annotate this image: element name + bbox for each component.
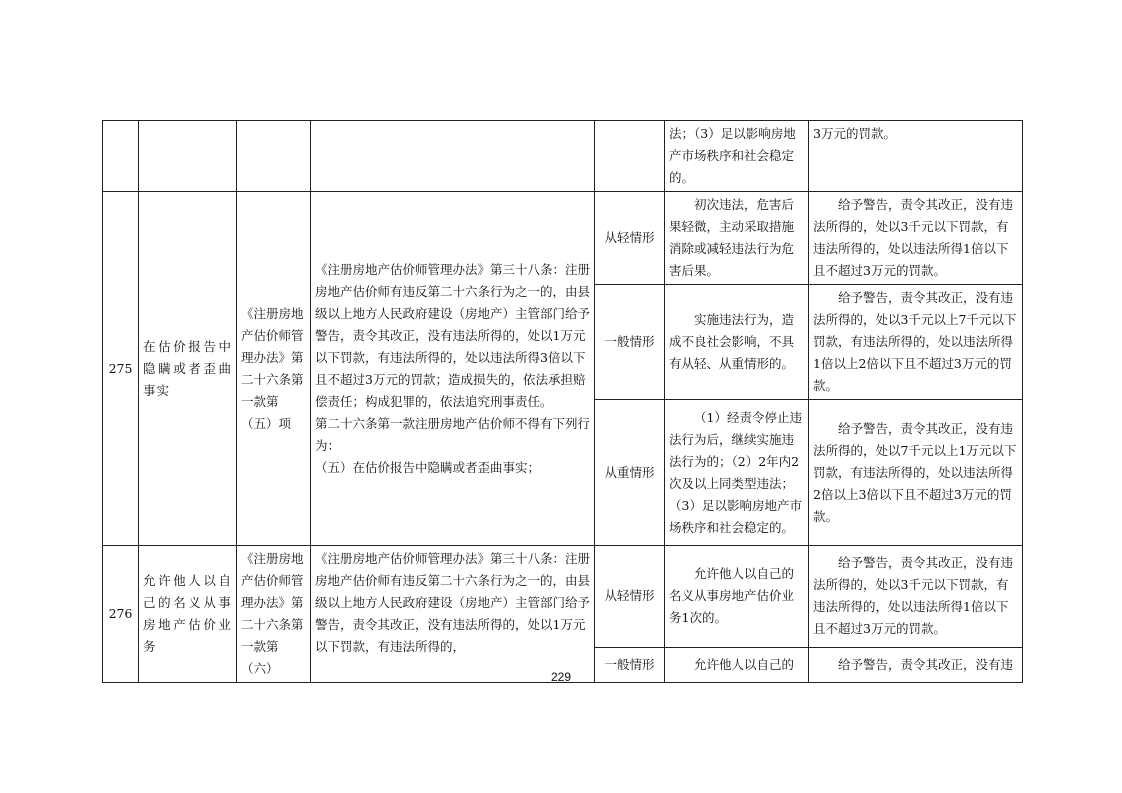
violation-item: 允许他人以自己的名义从事房地产估价业务 (139, 546, 237, 683)
grade-penalty: 给予警告，责令其改正，没有违 (809, 647, 1023, 682)
grade-description: 初次违法，危害后果轻微，主动采取措施消除或减轻违法行为危害后果。 (665, 192, 809, 285)
grade-label: 从重情形 (595, 400, 665, 546)
grade-label: 从轻情形 (595, 192, 665, 285)
legal-basis: 《注册房地产估价师管理办法》第二十六条第一款第（五）项 (237, 192, 311, 546)
grade-description: 实施违法行为，造成不良社会影响，不具有从轻、从重情形的。 (665, 285, 809, 400)
grade-penalty: 给予警告，责令其改正，没有违法所得的，处以3千元以下罚款，有违法所得的，处以违法所得1倍以下且不超过3万元的罚款。 (809, 546, 1023, 648)
grade-penalty: 给予警告，责令其改正，没有违法所得的，处以3千元以下罚款，有违法所得的，处以违法所得1倍以下且不超过3万元的罚款。 (809, 192, 1023, 285)
table-row (103, 192, 1023, 285)
grade-penalty: 给予警告，责令其改正，没有违法所得的，处以7千元以上1万元以下罚款，有违法所得的，处以违法所得2倍以上3倍以下且不超过3万元的罚款。 (809, 400, 1023, 546)
legal-basis: 《注册房地产估价师管理办法》第二十六条第一款第（六） (237, 546, 311, 683)
clause-cell (311, 121, 595, 192)
grade-description: 允许他人以自己的 (665, 647, 809, 682)
penalty-cell: 3万元的罚款。 (809, 121, 1023, 192)
grade-penalty: 给予警告，责令其改正，没有违法所得的，处以3千元以上7千元以下罚款，有违法所得的，处以违法所得1倍以上2倍以下且不超过3万元的罚款。 (809, 285, 1023, 400)
grade-label: 从轻情形 (595, 546, 665, 648)
row-number: 276 (103, 546, 139, 683)
grade-description: 允许他人以自己的名义从事房地产估价业务1次的。 (665, 546, 809, 648)
table-row (103, 546, 1023, 648)
penalty-clause: 《注册房地产估价师管理办法》第三十八条：注册房地产估价师有违反第二十六条行为之一的，由县级以上地方人民政府建设（房地产）主管部门给予警告，责令其改正，没有违法所得的，处以1万元以下罚款，有违法所得的， (311, 546, 595, 683)
item-cell (139, 121, 237, 192)
basis-cell (237, 121, 311, 192)
penalty-clause: 《注册房地产估价师管理办法》第三十八条：注册房地产估价师有违反第二十六条行为之一的，由县级以上地方人民政府建设（房地产）主管部门给予警告，责令其改正，没有违法所得的，处以1万元以下罚款，有违法所得的，处以违法所得3倍以下且不超过3万元的罚款；造成损失的，依法承担赔偿责任；构成犯罪的，依法追究刑事责任。 第二十六条第一款注册房地产估价师不得有下列行为： （五）在估价报告中隐瞒或者歪曲事实； (311, 192, 595, 546)
penalty-standards-table (102, 120, 1023, 683)
number-cell (103, 121, 139, 192)
grade-label: 一般情形 (595, 647, 665, 682)
page-number: 229 (550, 670, 572, 684)
grade-label: 一般情形 (595, 285, 665, 400)
grade-description: （1）经责令停止违法行为后，继续实施违法行为的；（2）2年内2次及以上同类型违法；（3）足以影响房地产市场秩序和社会稳定的。 (665, 400, 809, 546)
violation-item: 在估价报告中隐瞒或者歪曲事实 (139, 192, 237, 546)
row-number: 275 (103, 192, 139, 546)
table-row-continued (103, 121, 1023, 192)
description-cell: 法；（3）足以影响房地产市场秩序和社会稳定的。 (665, 121, 809, 192)
grade-cell (595, 121, 665, 192)
